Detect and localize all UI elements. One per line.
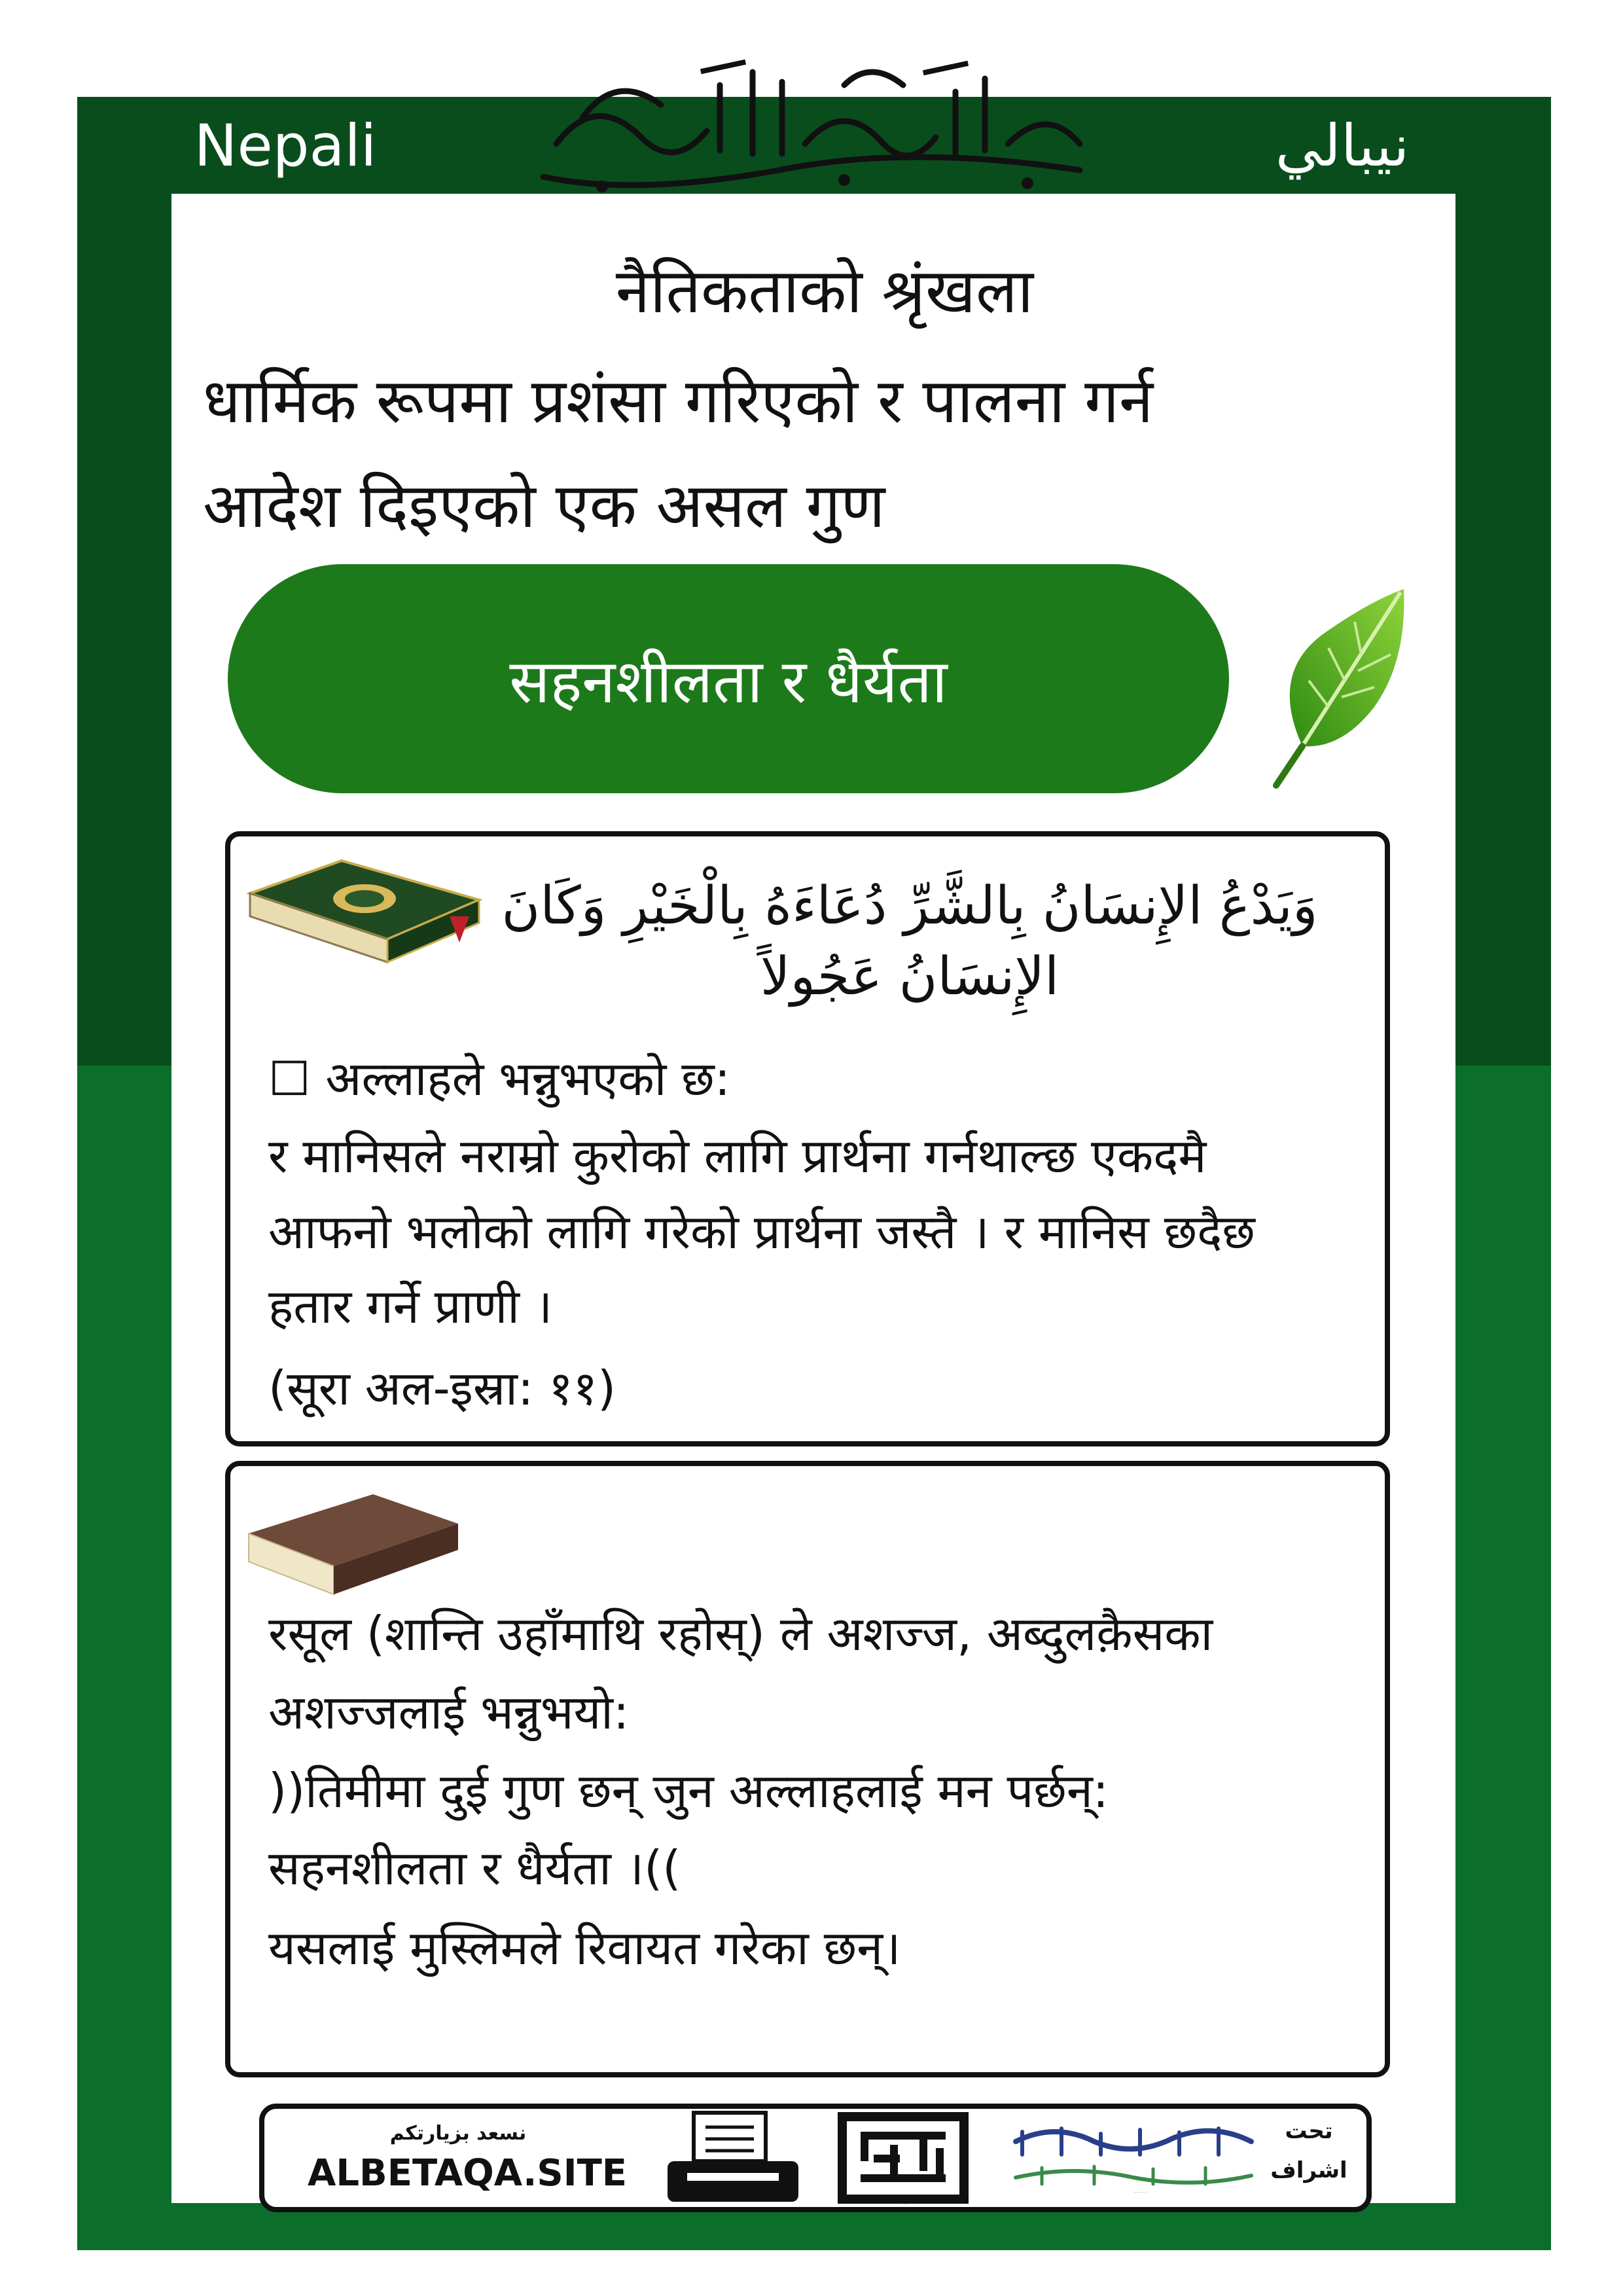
- association-logo: [1003, 2115, 1264, 2194]
- arabic-verse-line-2: الإِنسَانُ عَجُولاً: [760, 946, 1060, 1007]
- hadith-line-5: यसलाई मुस्लिमले रिवायत गरेका छन्।: [268, 1920, 901, 1975]
- dawa-logo: [834, 2109, 972, 2207]
- closed-book-icon: [242, 1484, 465, 1602]
- quran-translation-line-3: हतार गर्ने प्राणी ।: [268, 1279, 553, 1334]
- hadith-line-1: रसूल (शान्ति उहाँमाथि रहोस्) ले अशज्ज, अब्दुलक़ैसका: [268, 1606, 1213, 1661]
- quran-intro-line: ☐ अल्लाहले भन्नुभएको छ:: [268, 1051, 730, 1106]
- quran-verse-arabic: [497, 870, 1322, 1012]
- footer-site-link[interactable]: ALBETAQA.SITE: [308, 2152, 628, 2195]
- language-label-arabic: نيبالي: [1133, 97, 1551, 194]
- hadith-line-2: अशज्जलाई भन्नुभयो:: [268, 1685, 630, 1740]
- footer-thanks-text: نسعد بزيارتكم: [389, 2122, 527, 2145]
- topic-title: सहनशीलता र धैर्यता: [509, 646, 948, 717]
- dawa-logo-text: دعوة الورقة: [903, 2204, 906, 2205]
- hadith-line-4: सहनशीलता र धैर्यता ।((: [268, 1840, 681, 1895]
- quran-translation-line-2: आफनो भलोको लागि गरेको प्रार्थना जस्तै । र मानिस छदैछ: [268, 1204, 1255, 1259]
- leaf-icon: [1257, 583, 1414, 792]
- under-label-top: تحت: [1285, 2118, 1333, 2144]
- quran-reference: (सूरा अल-इस्रा: ११): [268, 1361, 616, 1416]
- under-label-bottom: اشراف: [1270, 2157, 1347, 2183]
- topic-banner: [228, 564, 1229, 793]
- language-label-english: Nepali: [77, 97, 493, 194]
- series-title: नैतिकताको श्रृंखला: [615, 256, 1034, 327]
- printer-icon: [661, 2108, 805, 2208]
- quran-book-icon: [243, 854, 486, 969]
- quran-translation-line-1: र मानिसले नराम्रो कुरोको लागि प्रार्थना गर्नथाल्छ एकदमै: [268, 1128, 1207, 1183]
- subtitle-line-1: धार्मिक रूपमा प्रशंसा गरिएको र पालना गर्न: [203, 366, 1154, 437]
- hadith-line-3: ))तिमीमा दुई गुण छन् जुन अल्लाहलाई मन पर्छन्:: [268, 1763, 1109, 1818]
- subtitle-line-2: आदेश दिइएको एक असल गुण: [203, 471, 885, 542]
- basmala-calligraphy: [504, 46, 1126, 203]
- arabic-verse-line-1: وَيَدْعُ الإِنسَانُ بِالشَّرِّ دُعَاءَهُ بِالْخَيْرِ وَكَانَ: [501, 875, 1318, 936]
